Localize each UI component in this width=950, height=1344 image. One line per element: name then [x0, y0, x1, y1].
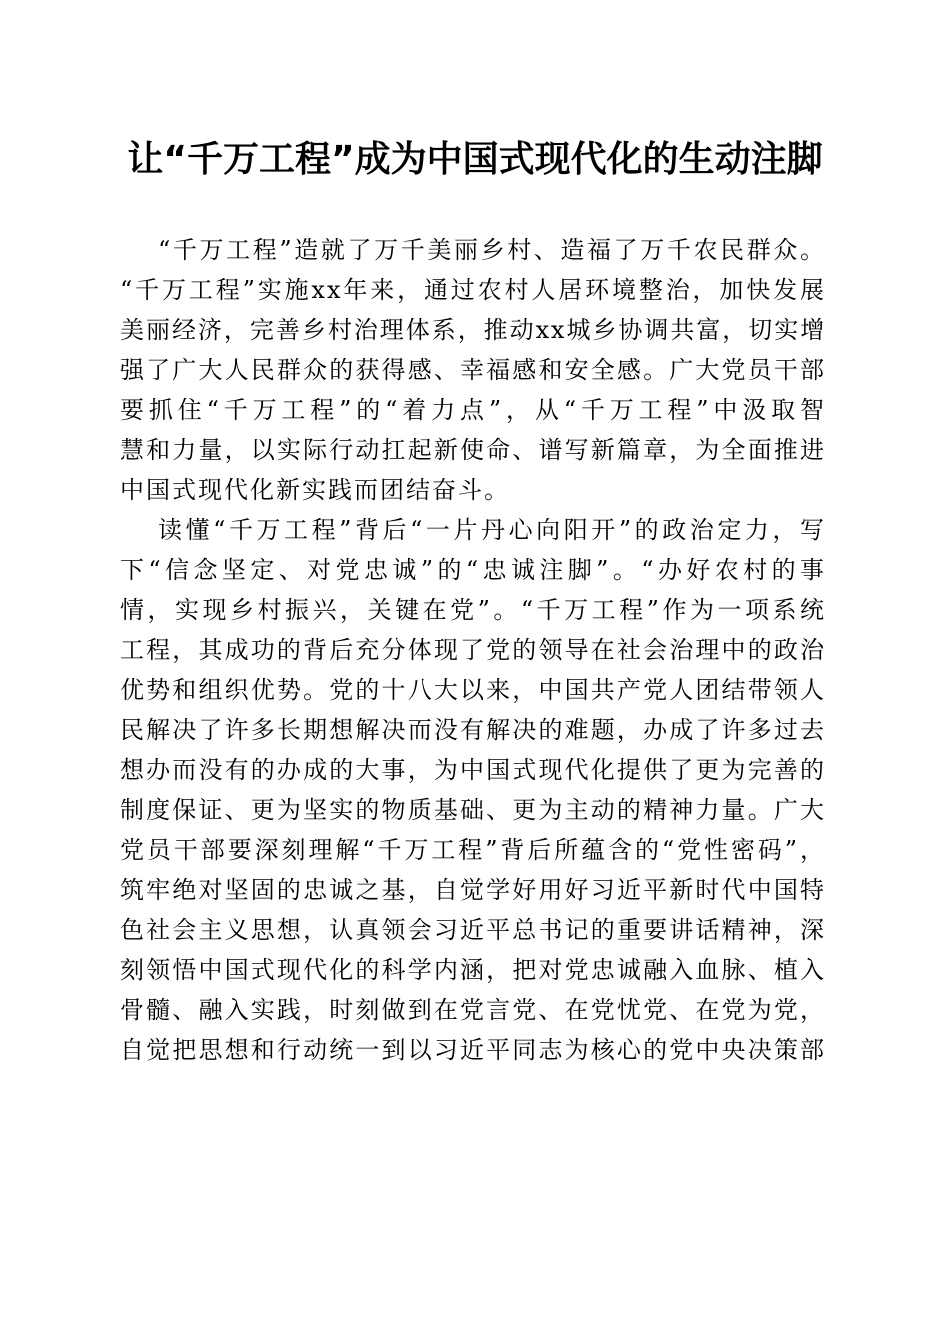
- paragraph-1: [120, 230, 826, 510]
- paragraph-line: 色社会主义思想，认真领会习近平总书记的重要讲话精神，深: [120, 916, 826, 944]
- document-title: 让“千万工程”成为中国式现代化的生动注脚: [127, 139, 823, 180]
- paragraph-line: 自觉把思想和行动统一到以习近平同志为核心的党中央决策部: [120, 1036, 826, 1064]
- paragraph-line: 下“信念坚定、对党忠诚”的“忠诚注脚”。“办好农村的事: [120, 556, 826, 584]
- paragraph-line: 工程，其成功的背后充分体现了党的领导在社会治理中的政治: [120, 636, 826, 664]
- paragraph-line: 骨髓、融入实践，时刻做到在党言党、在党忧党、在党为党，: [120, 996, 826, 1024]
- paragraph-line: 中国式现代化新实践而团结奋斗。: [120, 476, 510, 504]
- paragraph-line: 民解决了许多长期想解决而没有解决的难题，办成了许多过去: [120, 716, 826, 744]
- paragraph-line: 情，实现乡村振兴，关键在党”。“千万工程”作为一项系统: [120, 596, 826, 624]
- paragraph-2: [120, 510, 826, 1070]
- paragraph-line: 强了广大人民群众的获得感、幸福感和安全感。广大党员干部: [120, 356, 826, 384]
- paragraph-line: 读懂“千万工程”背后“一片丹心向阳开”的政治定力，写: [158, 516, 826, 544]
- paragraph-line: 制度保证、更为坚实的物质基础、更为主动的精神力量。广大: [120, 796, 826, 824]
- paragraph-line: 美丽经济，完善乡村治理体系，推动xx城乡协调共富，切实增: [120, 316, 826, 344]
- paragraph-line: 刻领悟中国式现代化的科学内涵，把对党忠诚融入血脉、植入: [120, 956, 826, 984]
- paragraph-line: 要抓住“千万工程”的“着力点”，从“千万工程”中汲取智: [120, 396, 826, 424]
- document-body: [120, 230, 826, 1070]
- paragraph-line: “千万工程”实施xx年来，通过农村人居环境整治，加快发展: [120, 276, 826, 304]
- paragraph-line: “千万工程”造就了万千美丽乡村、造福了万千农民群众。: [158, 236, 826, 264]
- paragraph-line: 优势和组织优势。党的十八大以来，中国共产党人团结带领人: [120, 676, 826, 704]
- paragraph-line: 党员干部要深刻理解“千万工程”背后所蕴含的“党性密码”，: [120, 836, 826, 864]
- paragraph-line: 慧和力量，以实际行动扛起新使命、谱写新篇章，为全面推进: [120, 436, 826, 464]
- paragraph-line: 筑牢绝对坚固的忠诚之基，自觉学好用好习近平新时代中国特: [120, 876, 826, 904]
- paragraph-line: 想办而没有的办成的大事，为中国式现代化提供了更为完善的: [120, 756, 826, 784]
